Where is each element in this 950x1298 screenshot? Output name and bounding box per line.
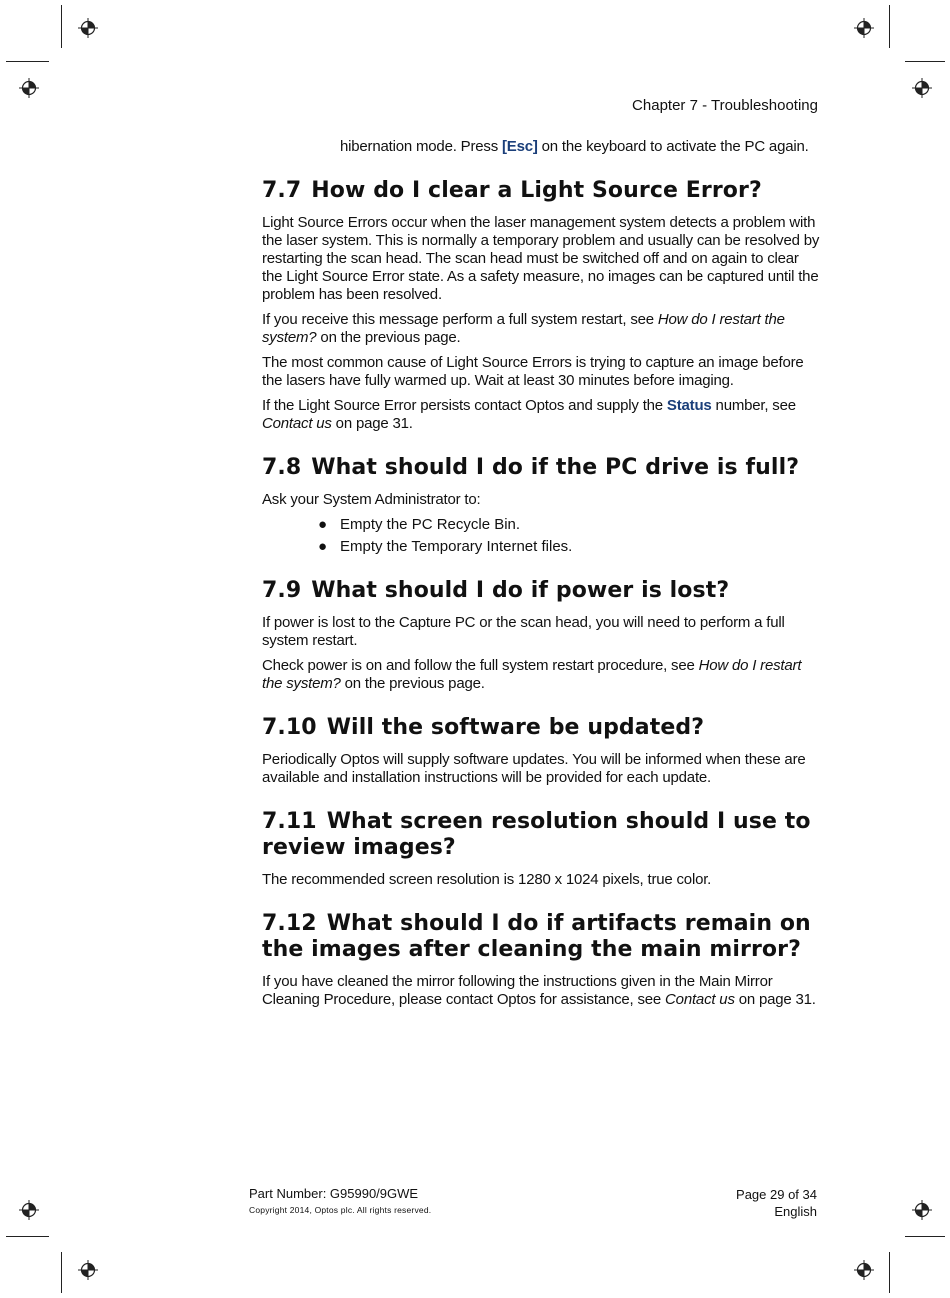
registration-mark-icon [19, 78, 39, 98]
paragraph: Periodically Optos will supply software updates. You will be informed when these are available and installation instructions will be provided for each update. [262, 751, 806, 786]
paragraph: Light Source Errors occur when the laser management system detects a problem with the laser system. This is normally a temporary problem and usually can be resolved by restarting the scan head. The scan head must be switched off and on again to clear the Light Source Error state. As a safety measure, no images can be captured until the problem has been resolved. [262, 214, 820, 303]
esc-key-label: [Esc] [501, 138, 538, 155]
footer-right [736, 1186, 817, 1220]
section-heading-7-11: 7.11 What screen resolution should I use to review images? [262, 809, 811, 860]
page-content [262, 138, 822, 1016]
registration-mark-icon [854, 18, 874, 38]
list-item: ● Empty the PC Recycle Bin. [318, 516, 521, 533]
part-number: Part Number: G95990/9GWE [249, 1186, 419, 1201]
paragraph: Ask your System Administrator to: [262, 491, 481, 508]
bullet-list [262, 516, 822, 556]
paragraph: If you receive this message perform a full system restart, see How do I restart the system? on the previous page. [262, 311, 785, 346]
paragraph: Check power is on and follow the full system restart procedure, see How do I restart the system? on the previous page. [262, 657, 802, 692]
registration-mark-icon [854, 1260, 874, 1280]
status-label: Status [666, 397, 712, 414]
bullet-icon: ● [318, 538, 328, 555]
registration-mark-icon [78, 1260, 98, 1280]
cross-reference: Contact us [262, 415, 332, 432]
bullet-icon: ● [318, 516, 328, 533]
cross-reference: Contact us [665, 991, 735, 1008]
cross-reference: How do I restart the system? [262, 657, 802, 692]
paragraph: The recommended screen resolution is 1280 x 1024 pixels, true color. [262, 871, 712, 888]
section-heading-7-9: 7.9 What should I do if power is lost? [262, 578, 730, 603]
section-heading-7-7: 7.7 How do I clear a Light Source Error? [262, 178, 762, 203]
registration-mark-icon [19, 1200, 39, 1220]
copyright: Copyright 2014, Optos plc. All rights reserved. [249, 1205, 432, 1215]
paragraph: If power is lost to the Capture PC or the scan head, you will need to perform a full system restart. [262, 614, 785, 649]
registration-mark-icon [912, 1200, 932, 1220]
page-number: Page 29 of 34 [736, 1187, 817, 1202]
registration-mark-icon [912, 78, 932, 98]
language: English [774, 1204, 817, 1219]
intro-paragraph: hibernation mode. Press [Esc] on the keyboard to activate the PC again. [340, 138, 809, 155]
paragraph: If you have cleaned the mirror following the instructions given in the Main Mirror Cleaning Procedure, please contact Optos for assistance, see Contact us on page 31. [262, 973, 816, 1008]
footer-left [249, 1186, 431, 1215]
list-item: ● Empty the Temporary Internet files. [318, 538, 573, 555]
section-heading-7-10: 7.10 Will the software be updated? [262, 715, 705, 740]
registration-mark-icon [78, 18, 98, 38]
section-heading-7-12: 7.12 What should I do if artifacts remain on the images after cleaning the main mirror? [262, 911, 811, 962]
section-heading-7-8: 7.8 What should I do if the PC drive is full? [262, 455, 800, 480]
paragraph: If the Light Source Error persists contact Optos and supply the Status number, see Contact us on page 31. [262, 397, 796, 432]
paragraph: The most common cause of Light Source Errors is trying to capture an image before the lasers have fully warmed up. Wait at least 30 minutes before imaging. [262, 354, 804, 389]
cross-reference: How do I restart the system? [262, 311, 785, 346]
chapter-header: Chapter 7 - Troubleshooting [632, 97, 818, 114]
